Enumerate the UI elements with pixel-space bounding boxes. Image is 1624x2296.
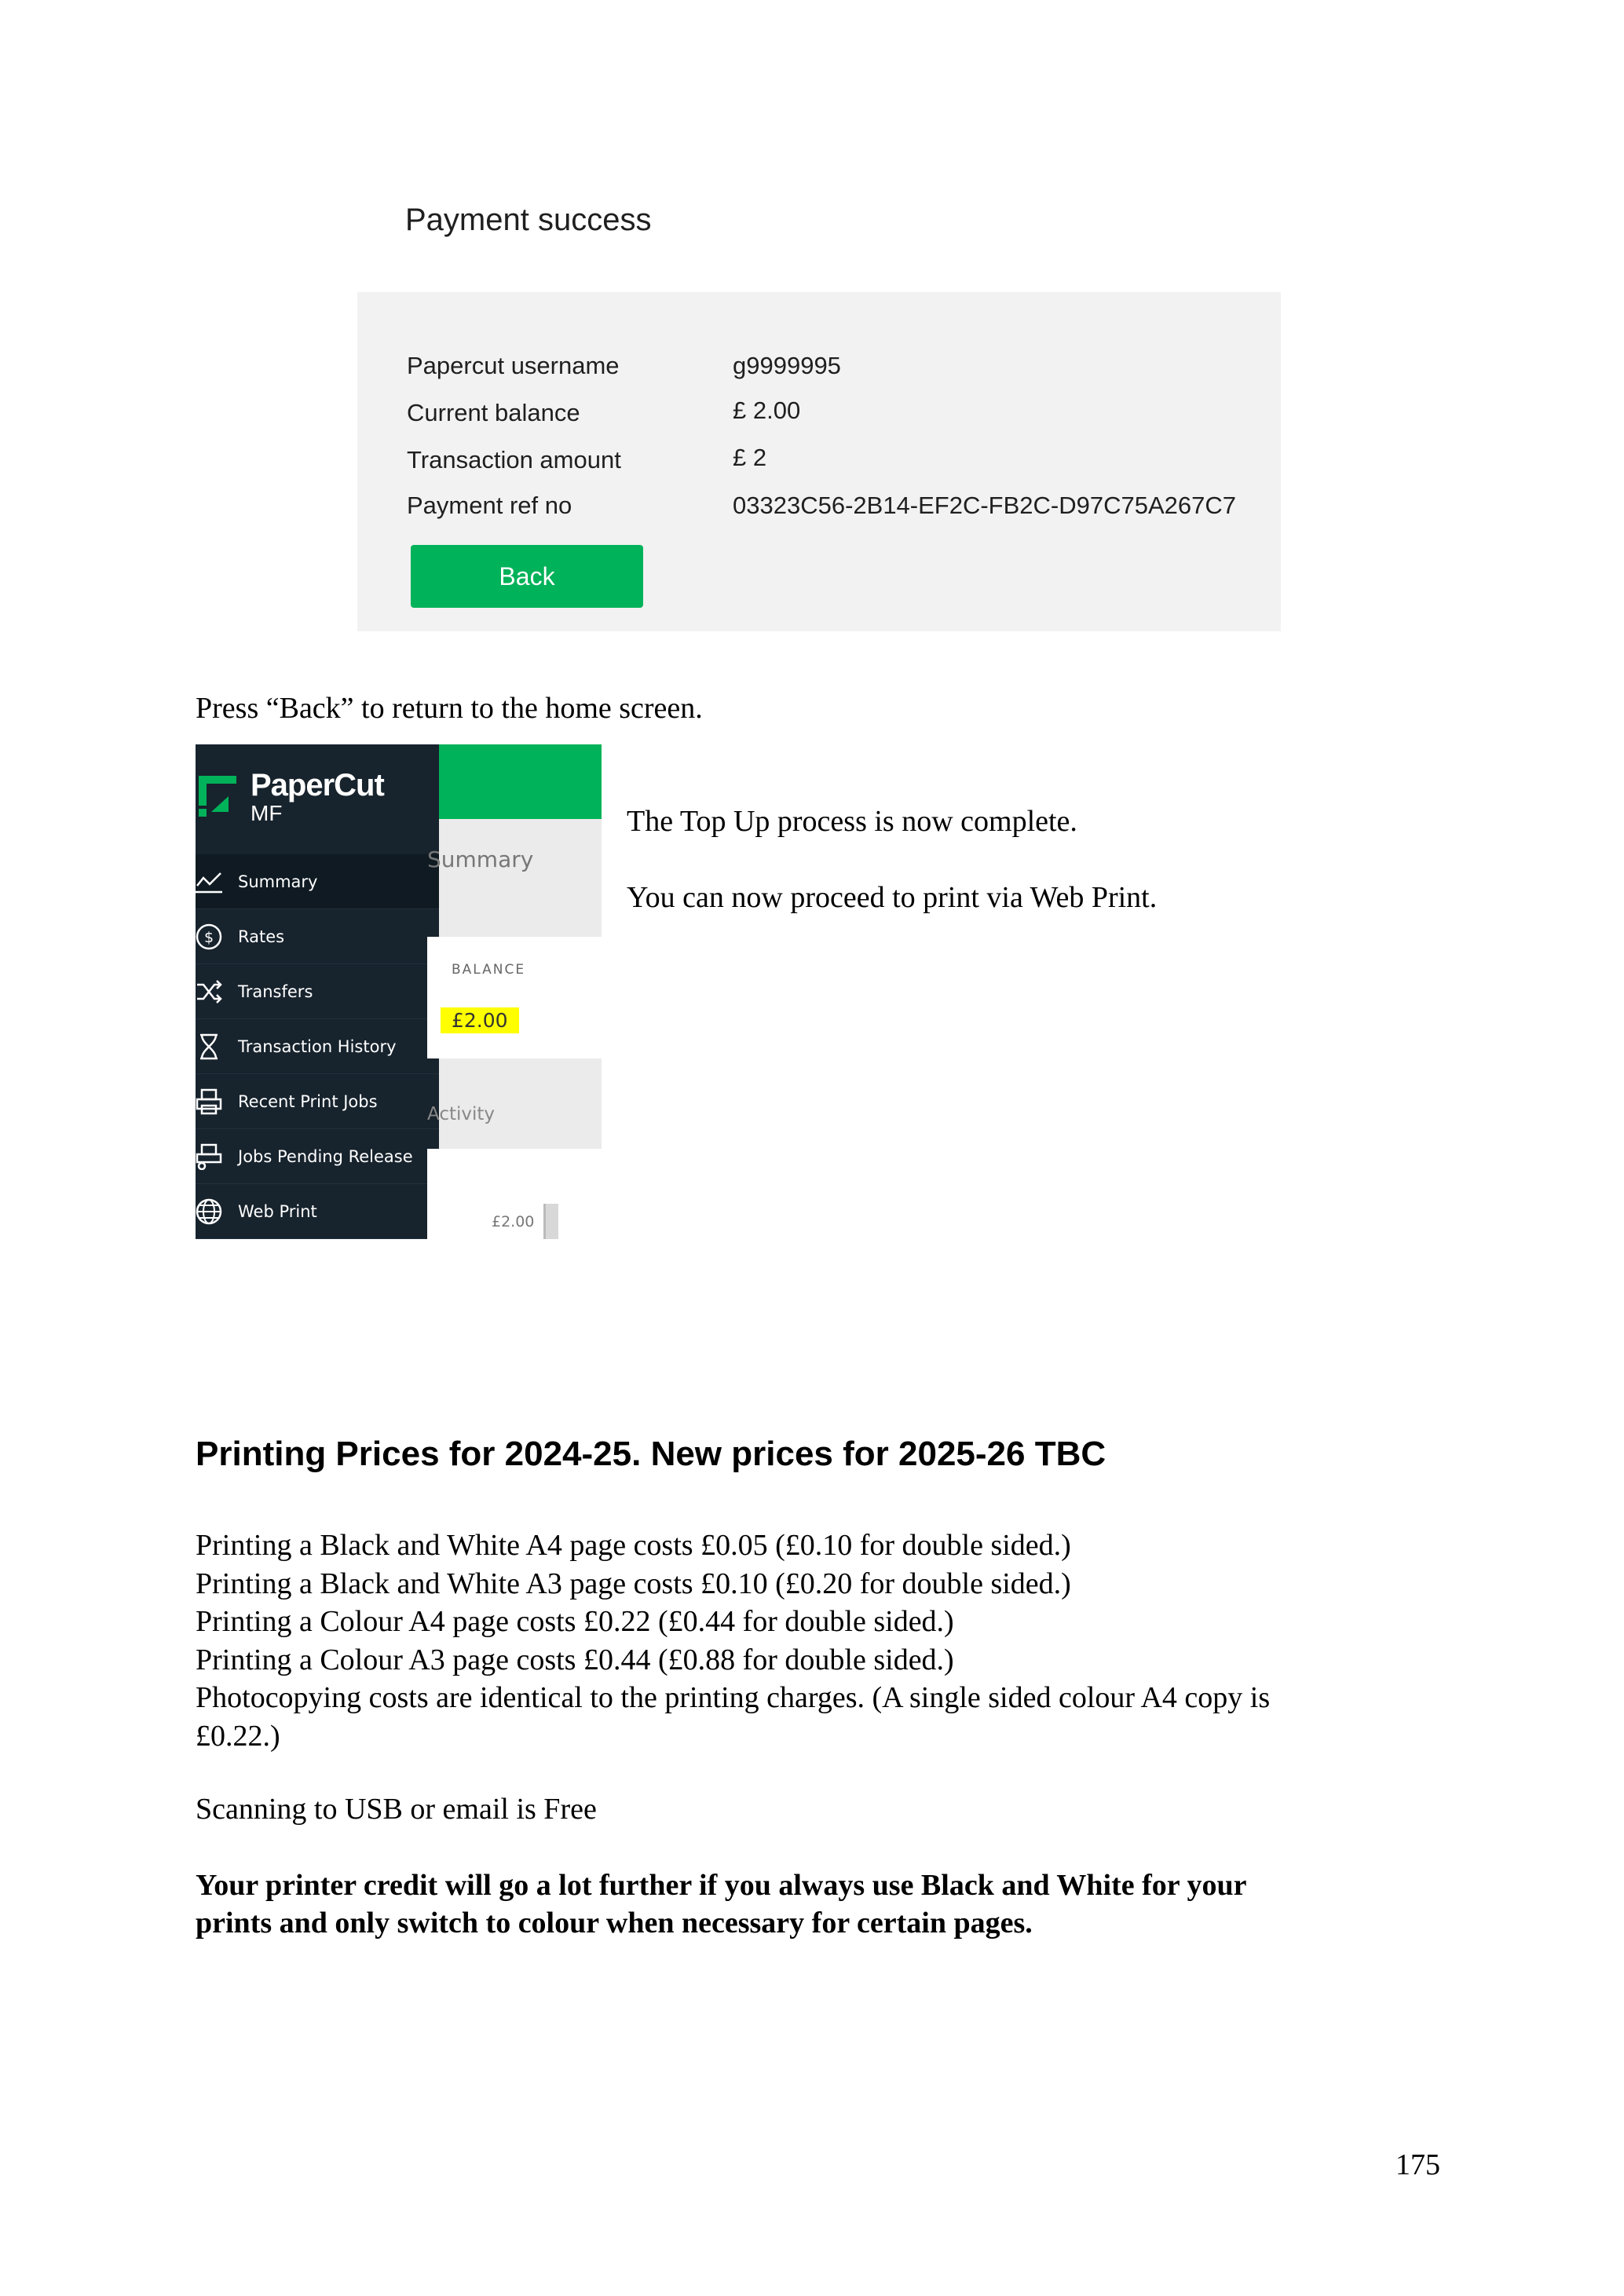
papercut-logo-name: PaperCut xyxy=(251,768,384,803)
activity-card xyxy=(427,1149,602,1239)
transaction-amount-label: Transaction amount xyxy=(407,446,621,473)
svg-text:$: $ xyxy=(203,929,214,946)
price-line: Printing a Black and White A4 page costs £0.05 (£0.10 for double sided.) xyxy=(196,1529,1071,1562)
payment-ref-value: 03323C56-2B14-EF2C-FB2C-D97C75A267C7 xyxy=(733,492,1237,519)
scanning-text: Scanning to USB or email is Free xyxy=(196,1793,597,1826)
activity-bar xyxy=(543,1204,558,1239)
papercut-logo-sub: MF xyxy=(251,801,283,825)
sidebar-item-jobs-pending-release[interactable] xyxy=(196,1129,439,1184)
printing-prices-heading: Printing Prices for 2024-25. New prices for 2025-26 TBC xyxy=(196,1435,1106,1473)
username-label: Papercut username xyxy=(407,352,620,379)
sidebar-item-recent-print-jobs[interactable] xyxy=(196,1074,439,1129)
price-list xyxy=(196,1526,1452,1755)
print-release-icon xyxy=(196,1143,222,1170)
payment-details-panel xyxy=(357,292,1281,631)
printer-icon xyxy=(196,1088,222,1115)
sidebar-item-label: Jobs Pending Release xyxy=(238,1146,413,1166)
papercut-sidebar xyxy=(196,744,439,1239)
sidebar-item-label: Rates xyxy=(238,927,285,946)
credit-tip-line: prints and only switch to colour when necessary for certain pages. xyxy=(196,1907,1033,1940)
payment-ref-label: Payment ref no xyxy=(407,492,572,519)
globe-icon xyxy=(196,1198,222,1225)
papercut-nav xyxy=(196,854,439,1239)
chart-line-icon xyxy=(196,868,222,895)
sidebar-item-transaction-history[interactable] xyxy=(196,1019,439,1074)
completion-text-2: You can now proceed to print via Web Print. xyxy=(627,881,1158,914)
completion-text-1: The Top Up process is now complete. xyxy=(627,805,1077,838)
summary-heading: Summary xyxy=(427,846,534,872)
papercut-screenshot xyxy=(196,744,602,1239)
activity-value: £2.00 xyxy=(492,1213,535,1230)
papercut-logo-icon xyxy=(196,773,240,817)
credit-tip-line: Your printer credit will go a lot further if you always use Black and White for your xyxy=(196,1869,1247,1902)
back-button[interactable]: Back xyxy=(411,545,643,608)
hourglass-icon xyxy=(196,1033,222,1060)
shuffle-icon xyxy=(196,978,222,1005)
credit-tip xyxy=(196,1866,1452,1942)
current-balance-label: Current balance xyxy=(407,399,580,426)
papercut-logo xyxy=(196,768,439,831)
sidebar-item-transfers[interactable] xyxy=(196,964,439,1019)
papercut-top-bar xyxy=(439,744,602,819)
sidebar-item-label: Recent Print Jobs xyxy=(238,1091,378,1111)
sidebar-item-summary[interactable] xyxy=(196,854,439,909)
sidebar-item-label: Transaction History xyxy=(238,1036,397,1056)
price-line: Photocopying costs are identical to the printing charges. (A single sided colour A4 copy is xyxy=(196,1681,1271,1714)
balance-card xyxy=(427,937,602,1058)
transaction-amount-value: £ 2 xyxy=(733,444,767,471)
sidebar-item-label: Web Print xyxy=(238,1201,317,1221)
payment-success-title: Payment success xyxy=(405,203,652,237)
balance-label: BALANCE xyxy=(452,962,526,978)
username-value: g9999995 xyxy=(733,352,841,379)
price-line: Printing a Colour A4 page costs £0.22 (£0.44 for double sided.) xyxy=(196,1605,954,1638)
sidebar-item-rates[interactable] xyxy=(196,909,439,964)
page-number: 175 xyxy=(1395,2148,1440,2181)
balance-value: £2.00 xyxy=(441,1007,519,1033)
instruction-text: Press “Back” to return to the home screen. xyxy=(196,692,703,725)
activity-heading: Activity xyxy=(427,1104,496,1124)
current-balance-value: £ 2.00 xyxy=(733,397,801,424)
price-line: Printing a Colour A3 page costs £0.44 (£0.88 for double sided.) xyxy=(196,1643,954,1676)
price-line: Printing a Black and White A3 page costs £0.10 (£0.20 for double sided.) xyxy=(196,1567,1071,1600)
dollar-circle-icon xyxy=(196,923,222,950)
price-line: £0.22.) xyxy=(196,1719,280,1753)
sidebar-item-label: Transfers xyxy=(238,982,313,1001)
sidebar-item-web-print[interactable] xyxy=(196,1184,439,1239)
sidebar-item-label: Summary xyxy=(238,872,318,891)
